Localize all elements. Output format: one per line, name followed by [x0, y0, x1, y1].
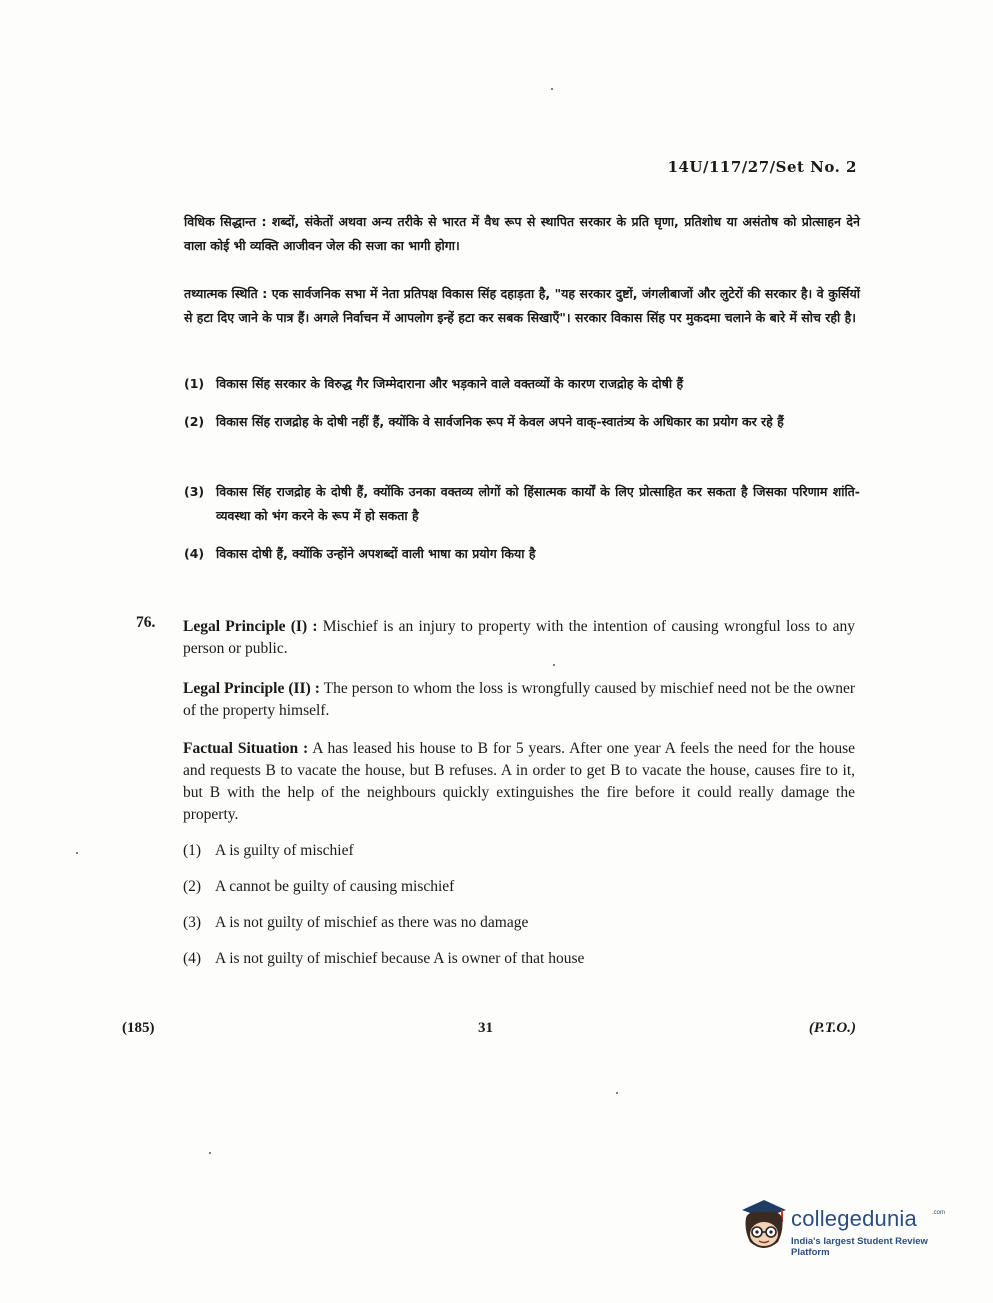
hindi-option-4 — [184, 542, 860, 566]
legal-principle-2-label: Legal Principle (II) : — [183, 680, 320, 697]
hindi-legal-principle: विधिक सिद्धान्त : शब्दों, संकेतों अथवा अन्य तरीके से भारत में वैध रूप से स्थापित सरकार के प्रति घृणा, प्रतिशोध या असंतोष को प्रोत्साहन देने वाला कोई भी व्यक्ति आजीवन जेल की सजा का भागी होगा। — [184, 214, 860, 253]
option-number: (2) — [184, 414, 205, 429]
answer-option-4 — [183, 950, 855, 968]
logo-name: collegedunia — [791, 1206, 917, 1231]
option-number: (4) — [184, 546, 205, 561]
factual-situation-text: A has leased his house to B for 5 years. After one year A feels the need for the house and requests B to vacate the house, but B refuses. A in order to get B to vacate the house, causes fire to it, but B with the help of the neighbours quickly extinguishes the fire before it could really damage the property. — [183, 740, 855, 823]
scan-speck — [553, 664, 555, 666]
answer-option-1 — [183, 842, 855, 860]
hindi-option-3 — [184, 480, 860, 528]
option-text: विकास सिंह राजद्रोह के दोषी हैं, क्योंकि उनका वक्तव्य लोगों को हिंसात्मक कार्यों के लिए प्रोत्साहित कर सकता है जिसका परिणाम शांति-व्यवस्था को भंग करने के रूप में हो सकता है — [216, 484, 860, 523]
mascot-icon — [738, 1196, 790, 1256]
option-text: A is not guilty of mischief as there was no damage — [215, 914, 529, 931]
scan-speck — [551, 88, 553, 90]
scan-speck — [209, 1152, 211, 1154]
option-text: विकास सिंह राजद्रोह के दोषी नहीं हैं, क्योंकि वे सार्वजनिक रूप में केवल अपने वाक्-स्वातंत्र्य के अधिकार का प्रयोग कर रहे हैं — [216, 414, 784, 429]
answer-option-3 — [183, 914, 855, 932]
hindi-option-2 — [184, 410, 860, 434]
page-number: 31 — [478, 1020, 493, 1036]
legal-principle-2 — [183, 678, 855, 722]
logo-domain: .com — [932, 1210, 946, 1216]
option-text: विकास सिंह सरकार के विरुद्ध गैर जिम्मेदाराना और भड़काने वाले वक्तव्यों के कारण राजद्रोह के दोषी हैं — [216, 376, 684, 391]
option-text: विकास दोषी हैं, क्योंकि उन्होंने अपशब्दों वाली भाषा का प्रयोग किया है — [216, 546, 536, 561]
option-number: (3) — [184, 484, 205, 499]
option-number: (1) — [183, 842, 202, 859]
answer-option-2 — [183, 878, 855, 896]
paper-code: 14U/117/27/Set No. 2 — [667, 158, 857, 176]
option-text: A is guilty of mischief — [215, 842, 354, 859]
legal-principle-1 — [183, 616, 855, 660]
question-number: 76. — [136, 614, 156, 631]
option-text: A is not guilty of mischief because A is owner of that house — [215, 950, 585, 967]
option-number: (2) — [183, 878, 202, 895]
hindi-option-1 — [184, 372, 860, 396]
option-number: (4) — [183, 950, 202, 967]
question-count: (185) — [122, 1020, 155, 1036]
scan-speck — [76, 852, 78, 854]
logo-tagline: India's largest Student Review Platform — [791, 1236, 928, 1258]
collegedunia-logo — [738, 1196, 960, 1260]
legal-principle-2-text: The person to whom the loss is wrongfully caused by mischief need not be the owner of the property himself. — [183, 680, 855, 719]
factual-situation-label: Factual Situation : — [183, 740, 309, 757]
pto-label: (P.T.O.) — [808, 1020, 856, 1036]
legal-principle-1-label: Legal Principle (I) : — [183, 618, 318, 635]
option-number: (1) — [184, 376, 205, 391]
scan-speck — [616, 1092, 618, 1094]
factual-situation — [183, 738, 855, 826]
hindi-factual-situation: तथ्यात्मक स्थिति : एक सार्वजनिक सभा में नेता प्रतिपक्ष विकास सिंह दहाड़ता है, "यह सरकार दुष्टों, जंगलीबाजों और लुटेरों की सरकार है। वे कुर्सियों से हटा दिए जाने के पात्र हैं। अगले निर्वाचन में आपलोग इन्हें हटा कर सबक सिखाएँ"। सरकार विकास सिंह पर मुकदमा चलाने के बारे में सोच रही है। — [184, 286, 860, 325]
legal-principle-1-text: Mischief is an injury to property with the intention of causing wrongful loss to any person or public. — [183, 618, 855, 657]
option-text: A cannot be guilty of causing mischief — [215, 878, 455, 895]
option-number: (3) — [183, 914, 202, 931]
